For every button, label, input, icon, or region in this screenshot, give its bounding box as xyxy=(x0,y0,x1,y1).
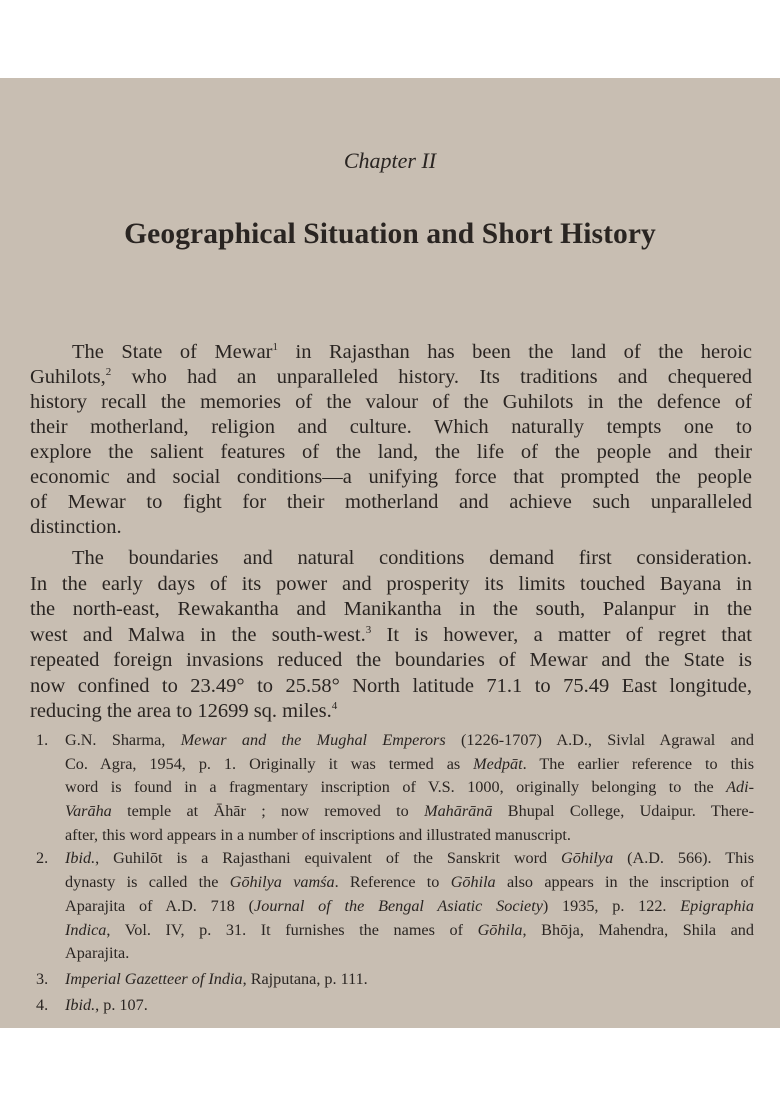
text-segment: Gōhilya vamśa xyxy=(229,873,335,892)
text-segment: Mewar and the Mughal Emperors xyxy=(180,731,446,749)
text-segment: Mahārānā xyxy=(424,802,493,821)
text-segment: history recall the memories of the valour of the Guhilots in the defence of xyxy=(30,391,752,413)
text-segment: . Reference to xyxy=(334,873,451,892)
text-segment: word is found in a fragmentary inscription of V.S. 1000, originally belonging to the xyxy=(65,778,727,797)
text-segment: Aparajita. xyxy=(65,944,130,963)
footnote-ref: 2 xyxy=(105,366,112,378)
footnotes xyxy=(36,729,754,1017)
text-segment: Epigraphia xyxy=(680,896,755,915)
paragraph-1 xyxy=(30,340,752,540)
text-line xyxy=(30,648,752,674)
footnote-ref: 1 xyxy=(272,341,278,353)
text-line xyxy=(30,515,752,540)
text-line xyxy=(65,824,754,848)
text-segment: Aparajita of A.D. 718 ( xyxy=(65,896,255,915)
text-segment: Gōhila xyxy=(450,873,496,892)
text-segment: , Bhōja, Mahendra, Shila and xyxy=(522,920,754,939)
text-segment: Ibid. xyxy=(65,849,96,868)
text-line xyxy=(65,776,754,800)
footnote-number: 4. xyxy=(36,995,49,1014)
text-segment: dynasty is called the xyxy=(65,873,230,892)
text-segment: distinction. xyxy=(30,516,122,538)
text-segment: west and Malwa in the south-west. xyxy=(30,623,366,646)
text-line xyxy=(65,729,754,753)
text-line xyxy=(30,340,752,365)
text-line xyxy=(65,968,754,992)
chapter-heading: Geographical Situation and Short History xyxy=(124,218,656,250)
text-segment: In the early days of its power and prosperity its limits touched Bayana in xyxy=(30,572,752,595)
text-segment: . The earlier reference to this xyxy=(522,754,754,773)
text-segment: The boundaries and natural conditions demand first consideration. xyxy=(72,547,752,569)
text-line xyxy=(65,847,754,871)
text-segment: The State of Mewar xyxy=(72,341,273,363)
footnote-number: 2. xyxy=(36,849,49,868)
text-segment: , Rajputana, p. 111. xyxy=(242,969,368,988)
text-segment: in Rajasthan has been the land of the heroic xyxy=(278,341,752,363)
text-segment: Imperial Gazetteer of India xyxy=(65,969,243,988)
text-segment: repeated foreign invasions reduced the boundaries of Mewar and the State is xyxy=(30,649,752,671)
text-line xyxy=(65,942,754,966)
text-segment: , Guhilōt is a Rajasthani equivalent of the Sanskrit word xyxy=(95,849,562,868)
text-segment: economic and social conditions—a unifying force that prompted the people xyxy=(30,466,752,488)
text-segment: also appears in the inscription of xyxy=(495,873,755,892)
text-segment: (A.D. 566). This xyxy=(613,849,754,868)
text-segment: reducing the area to 12699 sq. miles. xyxy=(30,700,332,722)
text-line xyxy=(65,753,754,777)
text-segment: , p. 107. xyxy=(95,995,148,1014)
text-line xyxy=(30,546,752,572)
text-segment: Guhilots, xyxy=(30,366,106,388)
text-segment: who had an unparalleled history. Its traditions and chequered xyxy=(111,366,752,388)
text-segment: Indica xyxy=(65,920,107,939)
text-line xyxy=(65,800,754,824)
footnote xyxy=(36,847,754,965)
footnote-ref: 3 xyxy=(365,623,372,636)
text-segment: , Vol. IV, p. 31. It furnishes the names of xyxy=(106,920,478,939)
text-segment: Adi- xyxy=(726,778,754,797)
text-line xyxy=(30,597,752,623)
text-segment: temple at Āhār ; now removed to xyxy=(111,802,425,821)
text-segment: now confined to 23.49° to 25.58° North latitude 71.1 to 75.49 East longitude, xyxy=(30,674,752,697)
footnote xyxy=(36,729,754,847)
footnote-number: 3. xyxy=(36,969,49,988)
text-line xyxy=(30,572,752,598)
text-segment: (1226-1707) A.D., Sivlal Agrawal and xyxy=(445,731,754,749)
text-segment: Medpāt xyxy=(473,754,523,773)
text-segment: the north-east, Rewakantha and Manikantha in the south, Palanpur in the xyxy=(30,598,752,620)
text-segment: Gōhila xyxy=(477,920,523,939)
text-segment: explore the salient features of the land, the life of the people and their xyxy=(30,441,752,463)
text-line xyxy=(30,490,752,515)
footnote-number: 1. xyxy=(36,731,49,749)
paragraph-2 xyxy=(30,546,752,725)
text-segment: their motherland, religion and culture. Which naturally tempts one to xyxy=(30,416,752,438)
text-line xyxy=(30,623,752,649)
text-line xyxy=(65,919,754,943)
text-line xyxy=(30,390,752,415)
text-segment: G.N. Sharma, xyxy=(65,731,181,749)
text-line xyxy=(30,465,752,490)
chapter-label: Chapter II xyxy=(343,148,437,173)
text-segment: Journal of the Bengal Asiatic Society xyxy=(254,896,543,915)
text-segment: Varāha xyxy=(65,802,112,821)
text-line xyxy=(65,994,754,1018)
text-segment: ) 1935, p. 122. xyxy=(542,896,681,915)
text-segment: Gōhilya xyxy=(561,849,614,868)
text-line xyxy=(30,699,752,725)
text-line xyxy=(30,440,752,465)
text-segment: Bhupal College, Udaipur. There- xyxy=(492,802,754,821)
text-segment: of Mewar to fight for their motherland and achieve such unparalleled xyxy=(30,491,752,513)
text-line xyxy=(65,871,754,895)
text-segment: after, this word appears in a number of inscriptions and illustrated manuscript. xyxy=(65,825,571,844)
footnote-ref: 4 xyxy=(331,700,338,712)
text-segment: Co. Agra, 1954, p. 1. Originally it was termed as xyxy=(65,754,474,773)
footnote xyxy=(36,968,754,992)
text-line xyxy=(30,365,752,390)
text-segment: It is however, a matter of regret that xyxy=(371,623,752,646)
footnote xyxy=(36,994,754,1018)
text-line xyxy=(30,674,752,700)
text-line xyxy=(65,895,754,919)
text-segment: Ibid. xyxy=(65,995,96,1014)
text-line xyxy=(30,415,752,440)
